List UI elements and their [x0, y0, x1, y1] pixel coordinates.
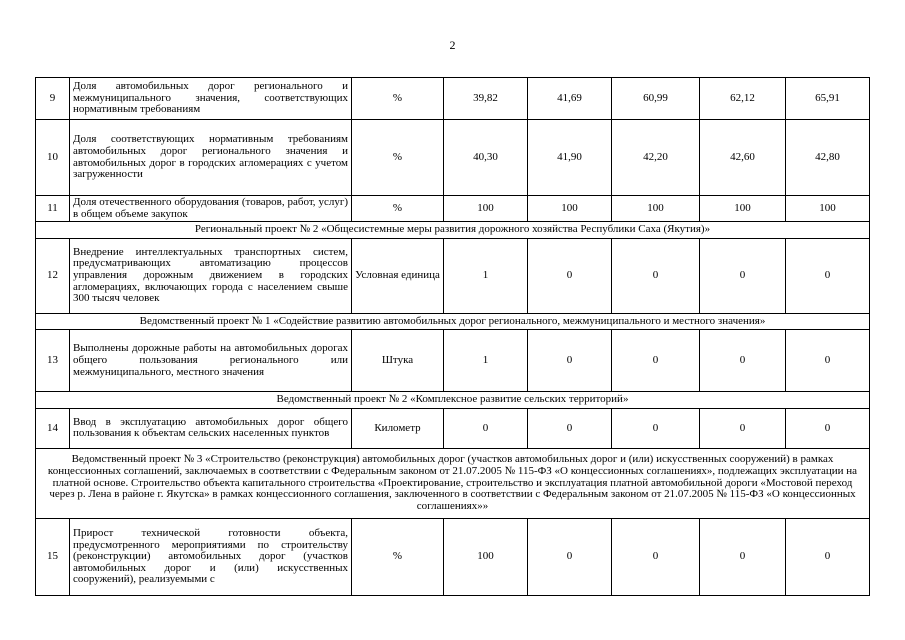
value-cell: 0 [612, 408, 700, 448]
table-row [36, 330, 870, 392]
indicator-name: Ввод в эксплуатацию автомобильных дорог общего пользования к объектам сельских населенных пунктов [70, 408, 352, 448]
value-cell: 100 [612, 196, 700, 222]
indicator-name: Внедрение интеллектуальных транспортных систем, предусматривающих автоматизацию процессов управления дорожным движением в городских агломерациях, включающих города с населением свыше 300 тысяч человек [70, 238, 352, 313]
value-cell: 0 [528, 238, 612, 313]
table-row [36, 238, 870, 313]
table-row [36, 518, 870, 595]
table-row [36, 120, 870, 196]
section-title: Региональный проект № 2 «Общесистемные меры развития дорожного хозяйства Республики Саха (Якутия)» [36, 222, 870, 239]
value-cell: 100 [528, 196, 612, 222]
value-cell: 60,99 [612, 78, 700, 120]
page-number: 2 [449, 38, 456, 52]
value-cell: 0 [612, 518, 700, 595]
value-cell: 41,69 [528, 78, 612, 120]
unit-cell: Условная единица [352, 238, 444, 313]
value-cell: 1 [444, 330, 528, 392]
value-cell: 0 [786, 518, 870, 595]
section-title: Ведомственный проект № 3 «Строительство (реконструкция) автомобильных дорог (участков автомобильных дорог и (или) искусственных сооружений) в рамках концессионных соглашений, заключаемых в соответствии с Федеральным законом от 21.07.2005 № 115-ФЗ «О концессионных соглашениях», подлежащих эксплуатации на платной основе. Строительство объекта капитального строительства «Проектирование, строительство и эксплуатация платной автомобильной дороги «Мостовой переход через р. Лена в районе г. Якутска» в рамках концессионного соглашения, заключенного в соответствии с Федеральным законом от 21.07.2005 № 115-ФЗ «О концессионных соглашениях»» [36, 448, 870, 518]
value-cell: 0 [612, 330, 700, 392]
indicator-name: Доля отечественного оборудования (товаров, работ, услуг) в общем объеме закупок [70, 196, 352, 222]
row-number: 10 [36, 120, 70, 196]
value-cell: 0 [786, 238, 870, 313]
value-cell: 65,91 [786, 78, 870, 120]
unit-cell: Штука [352, 330, 444, 392]
value-cell: 0 [700, 408, 786, 448]
value-cell: 0 [786, 408, 870, 448]
value-cell: 0 [700, 238, 786, 313]
value-cell: 42,20 [612, 120, 700, 196]
table-row [36, 408, 870, 448]
row-number: 9 [36, 78, 70, 120]
value-cell: 41,90 [528, 120, 612, 196]
value-cell: 1 [444, 238, 528, 313]
section-row [36, 392, 870, 409]
section-row [36, 222, 870, 239]
value-cell: 62,12 [700, 78, 786, 120]
table-row [36, 196, 870, 222]
value-cell: 0 [444, 408, 528, 448]
unit-cell: % [352, 518, 444, 595]
value-cell: 40,30 [444, 120, 528, 196]
table-row [36, 78, 870, 120]
value-cell: 100 [700, 196, 786, 222]
section-row [36, 448, 870, 518]
indicators-table [35, 77, 870, 596]
value-cell: 0 [528, 518, 612, 595]
row-number: 11 [36, 196, 70, 222]
value-cell: 42,80 [786, 120, 870, 196]
value-cell: 100 [444, 518, 528, 595]
indicator-name: Прирост технической готовности объекта, предусмотренного мероприятиями по строительству (реконструкции) автомобильных дорог (участков автомобильных дорог и (или) искусственных сооружений), реализуемыми с [70, 518, 352, 595]
value-cell: 0 [528, 408, 612, 448]
row-number: 14 [36, 408, 70, 448]
value-cell: 42,60 [700, 120, 786, 196]
row-number: 12 [36, 238, 70, 313]
value-cell: 0 [528, 330, 612, 392]
section-title: Ведомственный проект № 2 «Комплексное развитие сельских территорий» [36, 392, 870, 409]
indicator-name: Доля соответствующих нормативным требованиям автомобильных дорог регионального значения и автомобильных дорог в городских агломерациях с учетом загруженности [70, 120, 352, 196]
unit-cell: Километр [352, 408, 444, 448]
value-cell: 100 [444, 196, 528, 222]
value-cell: 0 [612, 238, 700, 313]
indicator-name: Доля автомобильных дорог регионального и межмуниципального значения, соответствующих нормативным требованиям [70, 78, 352, 120]
value-cell: 100 [786, 196, 870, 222]
table-body [36, 78, 870, 596]
section-title: Ведомственный проект № 1 «Содействие развитию автомобильных дорог регионального, межмуниципального и местного значения» [36, 313, 870, 330]
section-row [36, 313, 870, 330]
row-number: 15 [36, 518, 70, 595]
value-cell: 39,82 [444, 78, 528, 120]
indicator-name: Выполнены дорожные работы на автомобильных дорогах общего пользования регионального или межмуниципального, местного значения [70, 330, 352, 392]
unit-cell: % [352, 78, 444, 120]
unit-cell: % [352, 120, 444, 196]
unit-cell: % [352, 196, 444, 222]
value-cell: 0 [786, 330, 870, 392]
value-cell: 0 [700, 330, 786, 392]
value-cell: 0 [700, 518, 786, 595]
row-number: 13 [36, 330, 70, 392]
